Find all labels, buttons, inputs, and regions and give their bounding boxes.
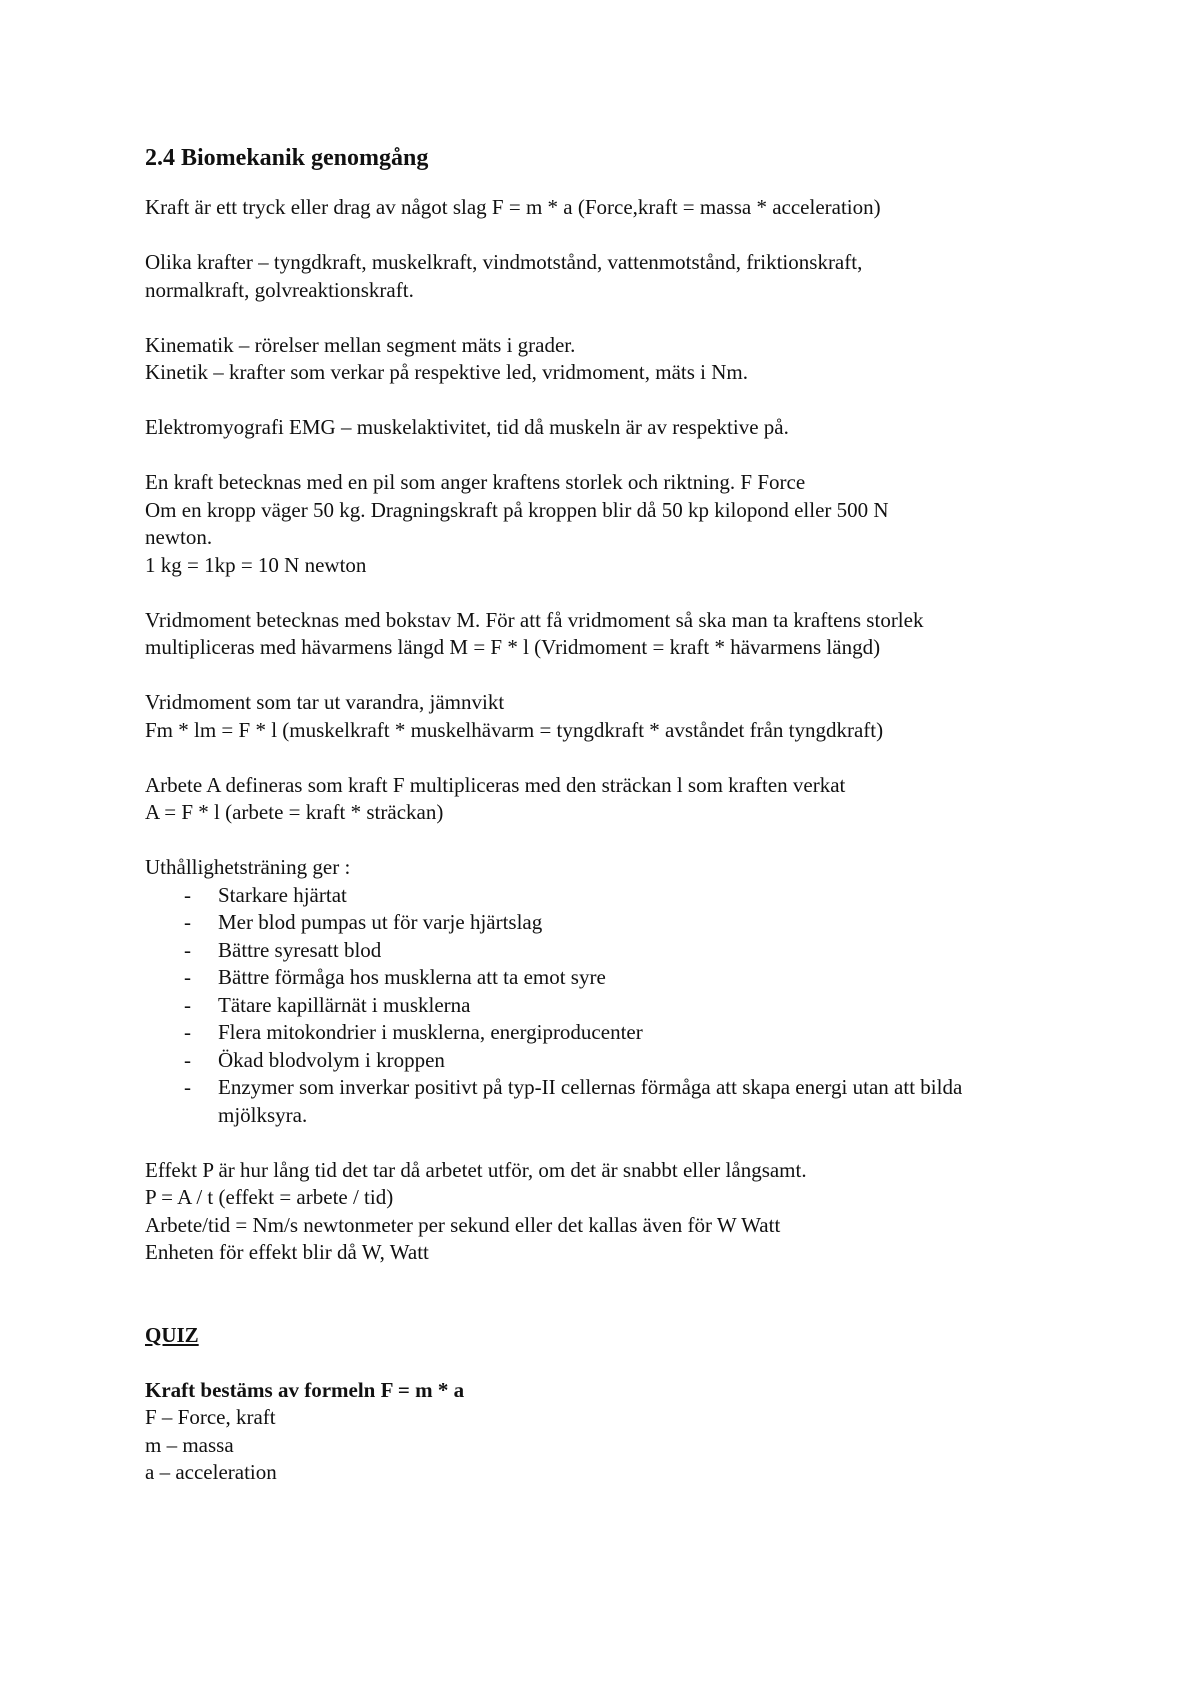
text-line: Olika krafter – tyngdkraft, muskelkraft, vindmotstånd, vattenmotstånd, friktionskraft, (145, 250, 863, 274)
text-line: multipliceras med hävarmens längd M = F * l (Vridmoment = kraft * hävarmens längd) (145, 635, 881, 659)
paragraph-kinematics (145, 332, 1085, 387)
dash-marker: - (184, 1047, 191, 1072)
document-title: 2.4 Biomekanik genomgång (145, 145, 429, 171)
paragraph-torque (145, 607, 1085, 662)
text-line: newton. (145, 525, 213, 549)
list-item-text: Bättre förmåga hos musklerna att ta emot syre (218, 965, 606, 989)
text-line: Arbete A defineras som kraft F multipliceras med den sträckan l som kraften verkat (145, 772, 846, 797)
text-line: Arbete/tid = Nm/s newtonmeter per sekund eller det kallas även för W Watt (145, 1212, 781, 1237)
paragraph-equilibrium (145, 689, 1085, 744)
text-line: normalkraft, golvreaktionskraft. (145, 277, 414, 302)
quiz-answer: m – massa (145, 1432, 234, 1457)
text-line: Elektromyografi EMG – muskelaktivitet, tid då muskeln är av respektive på. (145, 415, 789, 439)
text-line: P = A / t (effekt = arbete / tid) (145, 1185, 394, 1209)
list-item (145, 1047, 1085, 1075)
text-line: Om en kropp väger 50 kg. Dragningskraft på kroppen blir då 50 kp kilopond eller 500 N (145, 497, 889, 522)
list-item (145, 964, 1085, 992)
dash-marker: - (184, 882, 191, 907)
paragraph-force-notation (145, 469, 1085, 579)
list-item (145, 909, 1085, 937)
quiz-answer: a – acceleration (145, 1460, 277, 1484)
paragraph-effect (145, 1157, 1085, 1267)
text-line: Vridmoment som tar ut varandra, jämnvikt (145, 690, 505, 714)
list-item-text: Mer blod pumpas ut för varje hjärtslag (218, 910, 543, 934)
text-line: En kraft betecknas med en pil som anger kraftens storlek och riktning. F Force (145, 470, 806, 494)
list-item-text: Enzymer som inverkar positivt på typ-II cellernas förmåga att skapa energi utan att bilda mjölksyra. (218, 1075, 963, 1127)
list-item (145, 937, 1085, 965)
text-line: Kinematik – rörelser mellan segment mäts i grader. (145, 332, 576, 357)
text-line: Fm * lm = F * l (muskelkraft * muskelhävarm = tyngdkraft * avståndet från tyngdkraft) (145, 717, 884, 742)
endurance-list (145, 882, 1085, 1130)
document-page (145, 142, 1085, 1514)
quiz-answer: F – Force, kraft (145, 1405, 276, 1429)
paragraph-emg (145, 414, 1085, 442)
list-item (145, 1074, 1018, 1129)
text-line: 1 kg = 1kp = 10 N newton (145, 552, 367, 577)
text-line: Kinetik – krafter som verkar på respektive led, vridmoment, mäts i Nm. (145, 360, 749, 384)
dash-marker: - (184, 910, 191, 934)
list-item-text: Bättre syresatt blod (218, 937, 382, 962)
list-item-text: Ökad blodvolym i kroppen (218, 1047, 445, 1072)
dash-marker: - (184, 965, 191, 989)
list-item-text: Starkare hjärtat (218, 882, 347, 907)
paragraph-force-types (145, 249, 1085, 304)
quiz-section (145, 1377, 1085, 1487)
dash-marker: - (184, 1075, 191, 1099)
list-item (145, 992, 1085, 1020)
dash-marker: - (184, 937, 191, 962)
list-item (145, 1019, 1085, 1047)
dash-marker: - (184, 1020, 191, 1044)
quiz-question: Kraft bestäms av formeln F = m * a (145, 1377, 465, 1402)
text-line: Vridmoment betecknas med bokstav M. För att få vridmoment så ska man ta kraftens storlek (145, 607, 924, 632)
paragraph-force-definition (145, 194, 1085, 222)
list-item (145, 882, 1085, 910)
text-line: Effekt P är hur lång tid det tar då arbetet utför, om det är snabbt eller långsamt. (145, 1157, 807, 1182)
paragraph-work (145, 772, 1085, 827)
quiz-heading: QUIZ (145, 1322, 199, 1347)
list-item-text: Flera mitokondrier i musklerna, energiproducenter (218, 1020, 643, 1044)
text-line: Kraft är ett tryck eller drag av något slag F = m * a (Force,kraft = massa * acceleration) (145, 195, 881, 219)
text-line: Enheten för effekt blir då W, Watt (145, 1240, 429, 1264)
list-item-text: Tätare kapillärnät i musklerna (218, 992, 471, 1017)
endurance-section (145, 854, 1085, 1129)
endurance-intro: Uthållighetsträning ger : (145, 855, 351, 879)
dash-marker: - (184, 992, 191, 1017)
text-line: A = F * l (arbete = kraft * sträckan) (145, 800, 444, 824)
